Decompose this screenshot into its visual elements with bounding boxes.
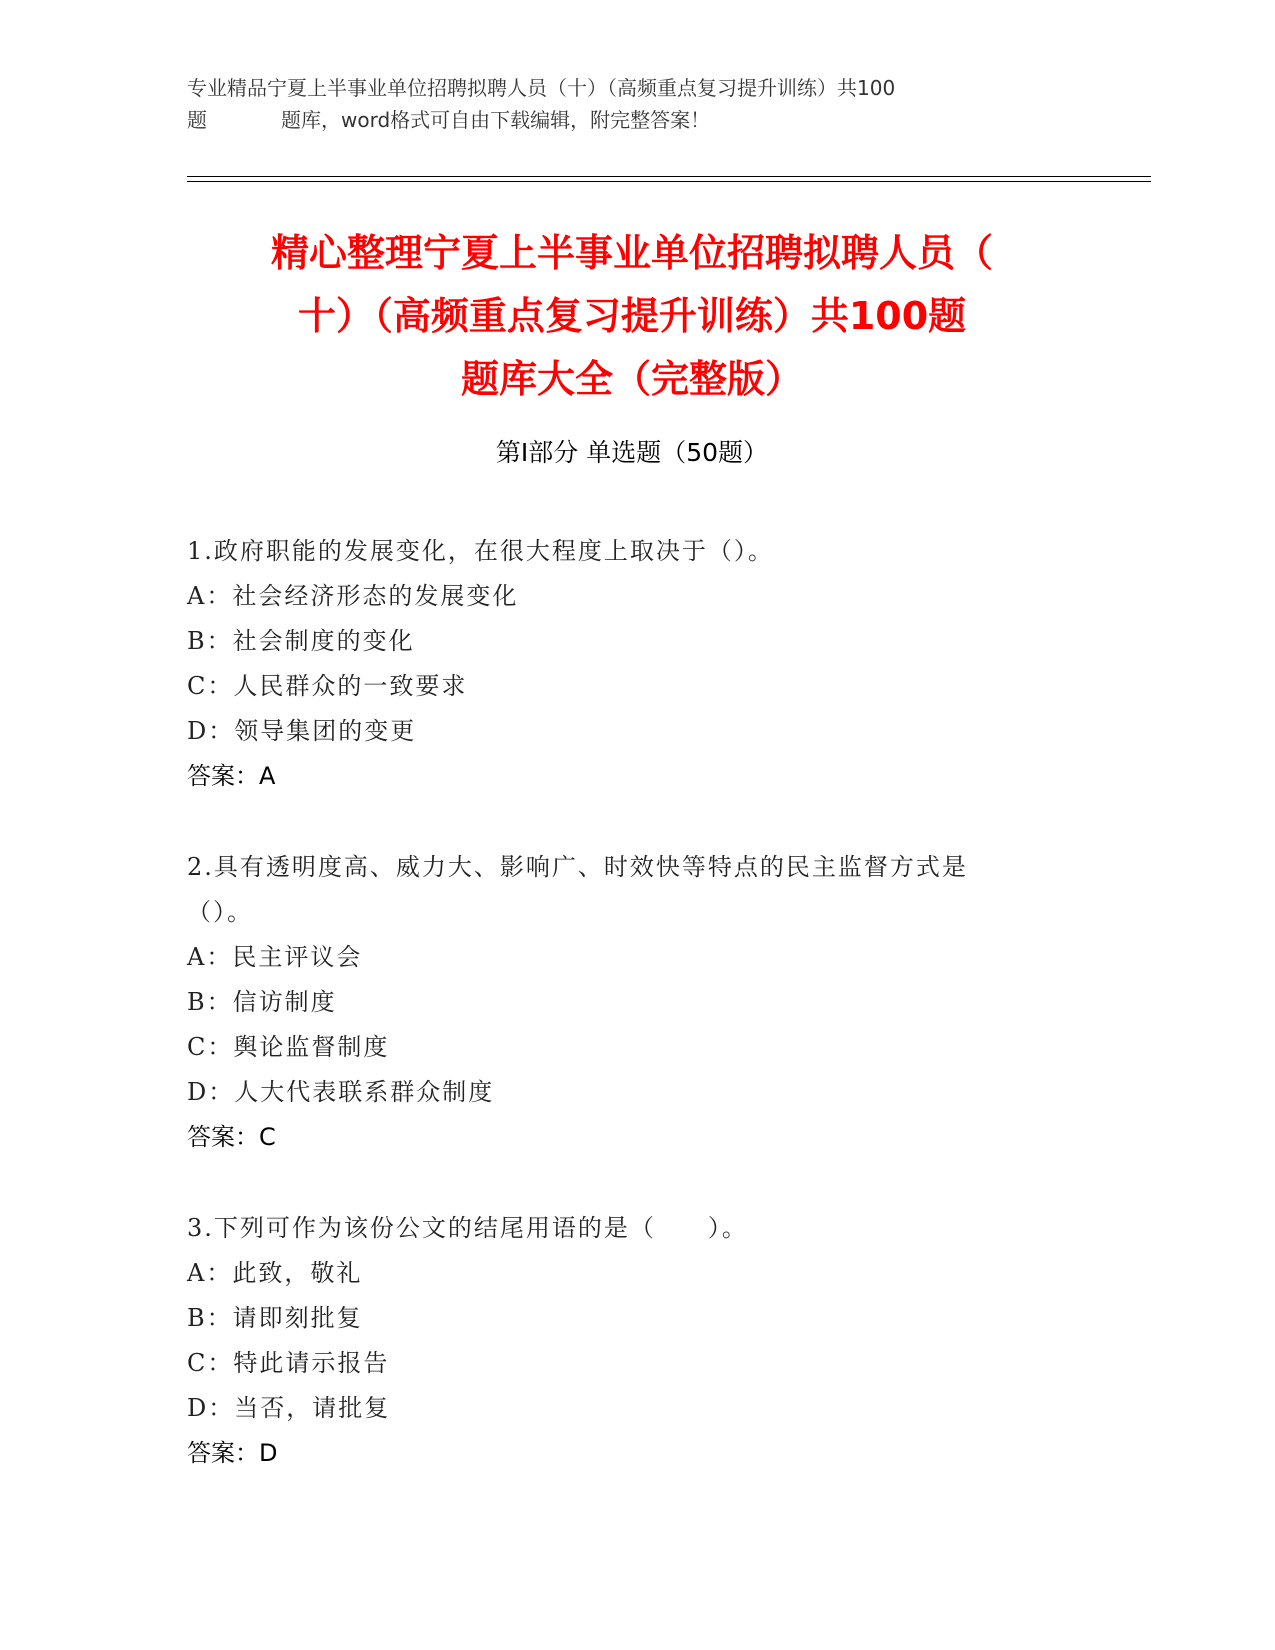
answer: 答案：C (187, 1123, 276, 1151)
answer: 答案：A (187, 762, 276, 790)
question-2 (187, 845, 1087, 1160)
header-note-gap (207, 104, 281, 136)
question-stem: 1.政府职能的发展变化，在很大程度上取决于（）。 (187, 537, 774, 565)
section-title: 第Ⅰ部分 单选题（50题） (495, 438, 769, 467)
header-rule-bottom (187, 181, 1151, 182)
option-d: D：人大代表联系群众制度 (187, 1078, 495, 1106)
option-d: D：当否，请批复 (187, 1394, 391, 1422)
header-note-line2-start: 题 (187, 108, 207, 132)
option-a: A：民主评议会 (187, 943, 363, 971)
option-b: B：社会制度的变化 (187, 627, 415, 655)
question-3 (187, 1206, 1087, 1476)
question-stem: 2.具有透明度高、威力大、影响广、时效快等特点的民主监督方式是 (187, 853, 968, 881)
header-note-line2-end: 题库，word格式可自由下载编辑，附完整答案！ (281, 108, 711, 132)
option-c: C：舆论监督制度 (187, 1033, 390, 1061)
header-note-line1: 专业精品宁夏上半事业单位招聘拟聘人员（十）（高频重点复习提升训练）共100 (187, 76, 896, 100)
option-b: B：请即刻批复 (187, 1304, 363, 1332)
question-stem: 3.下列可作为该份公文的结尾用语的是（ ）。 (187, 1214, 748, 1242)
question-stem-continued: （）。 (187, 898, 253, 926)
header-note (187, 72, 1087, 136)
document-title-line3: 题库大全（完整版） (460, 357, 803, 401)
header-note-line2 (187, 104, 1087, 136)
document-title (187, 222, 1077, 411)
question-list (187, 529, 1087, 1522)
option-a: A：社会经济形态的发展变化 (187, 582, 519, 610)
option-b: B：信访制度 (187, 988, 337, 1016)
document-title-line2: 十）（高频重点复习提升训练）共100题 (297, 294, 967, 338)
option-a: A：此致，敬礼 (187, 1259, 363, 1287)
option-c: C：人民群众的一致要求 (187, 672, 468, 700)
answer: 答案：D (187, 1439, 278, 1467)
option-c: C：特此请示报告 (187, 1349, 390, 1377)
header-rule-top (187, 176, 1151, 177)
option-d: D：领导集团的变更 (187, 717, 417, 745)
question-1 (187, 529, 1087, 799)
document-title-line1: 精心整理宁夏上半事业单位招聘拟聘人员（ (270, 231, 993, 275)
